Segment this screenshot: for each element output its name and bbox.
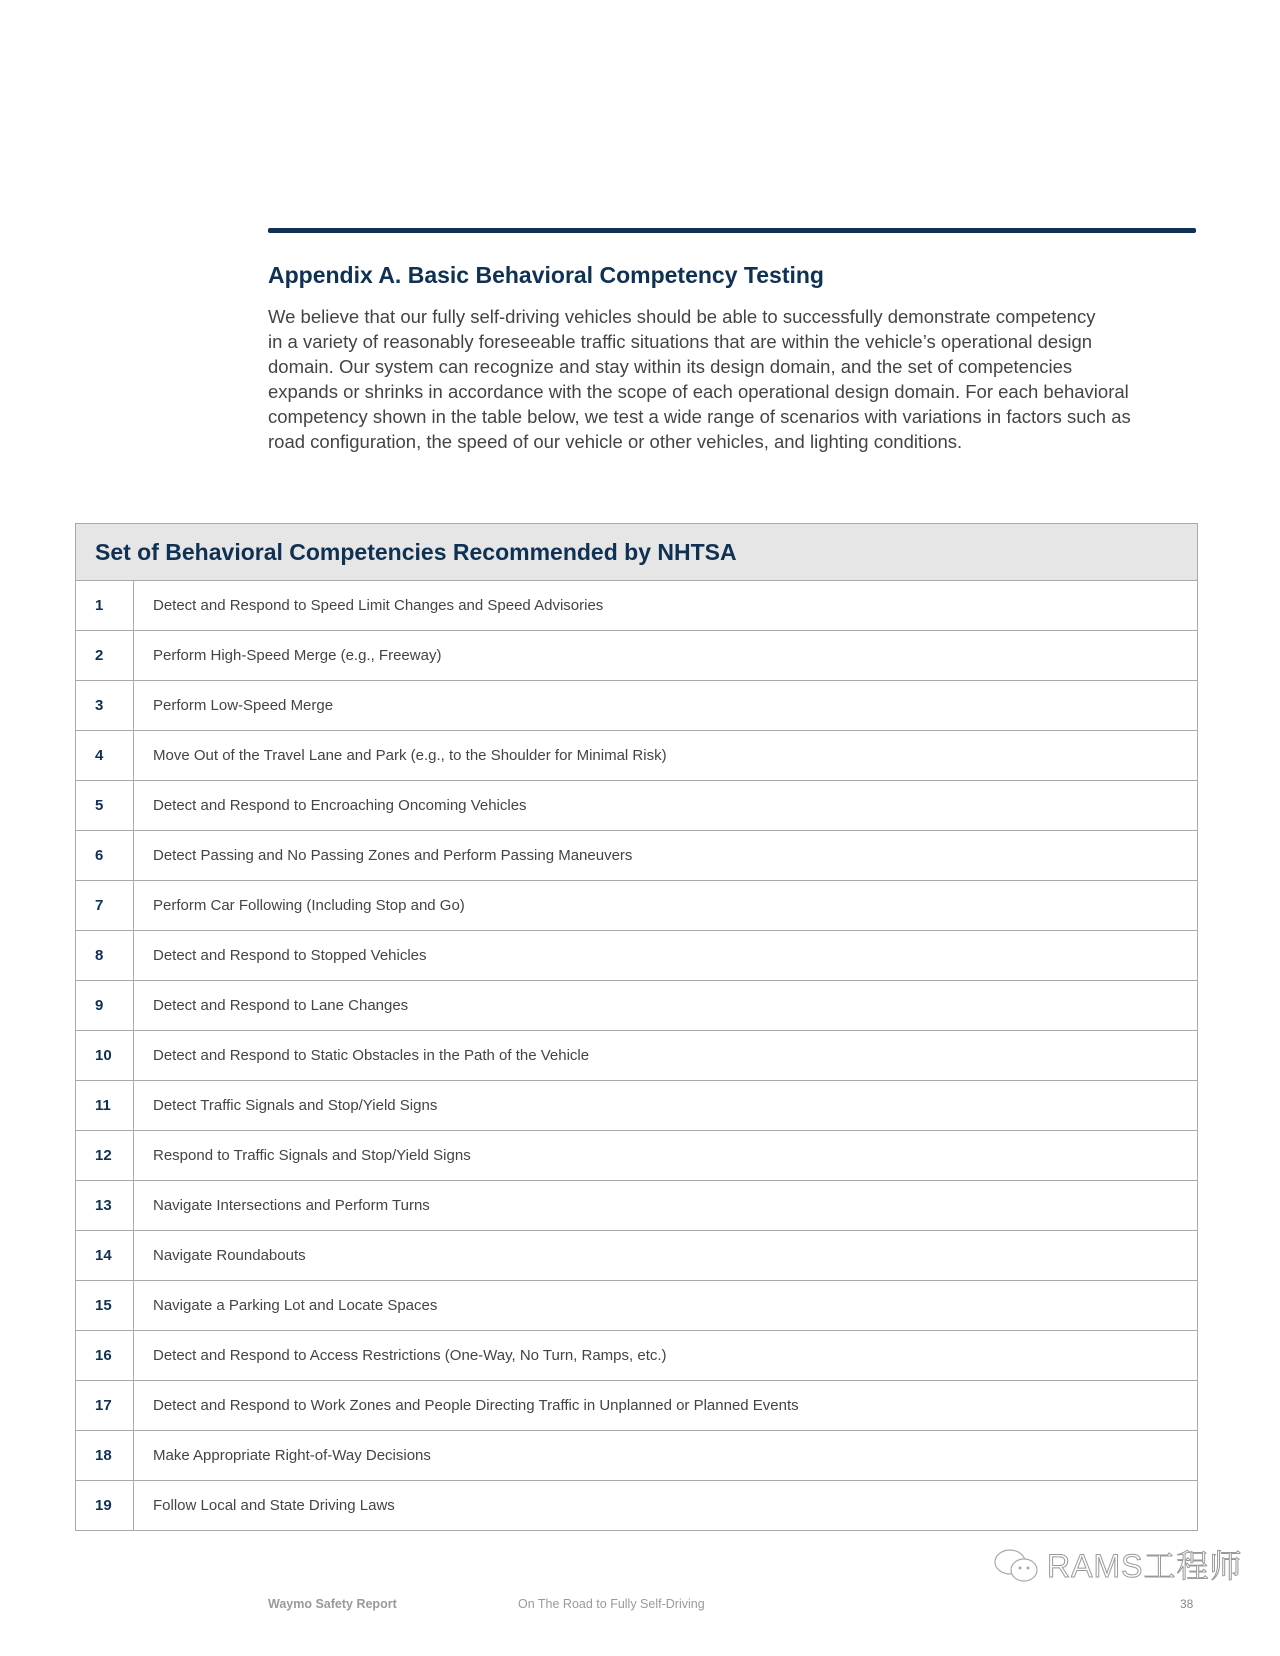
table-row: [76, 681, 1197, 731]
row-number: 1: [76, 581, 134, 630]
competency-table: [75, 523, 1198, 1531]
table-row: [76, 1231, 1197, 1281]
wechat-icon: [992, 1546, 1042, 1586]
page-title: Appendix A. Basic Behavioral Competency Testing: [268, 262, 824, 288]
row-competency: Follow Local and State Driving Laws: [153, 1497, 395, 1514]
table-row: [76, 831, 1197, 881]
table-row: [76, 731, 1197, 781]
row-number: 11: [76, 1081, 134, 1130]
row-competency: Perform Car Following (Including Stop and Go): [153, 897, 465, 914]
row-number: 2: [76, 631, 134, 680]
row-competency: Detect and Respond to Speed Limit Changes and Speed Advisories: [153, 597, 604, 614]
table-row: [76, 1281, 1197, 1331]
table-row: [76, 781, 1197, 831]
table-row: [76, 1131, 1197, 1181]
intro-line: expands or shrinks in accordance with the scope of each operational design domain. For each behavioral: [268, 381, 1129, 402]
row-competency: Respond to Traffic Signals and Stop/Yield Signs: [153, 1147, 471, 1164]
row-number: 8: [76, 931, 134, 980]
row-number: 4: [76, 731, 134, 780]
row-competency: Navigate Intersections and Perform Turns: [153, 1197, 430, 1214]
intro-line: in a variety of reasonably foreseeable traffic situations that are within the vehicle’s operational design: [268, 331, 1093, 352]
row-number: 18: [76, 1431, 134, 1480]
row-competency: Detect and Respond to Lane Changes: [153, 997, 409, 1014]
intro-line: We believe that our fully self-driving vehicles should be able to successfully demonstrate competency: [268, 306, 1096, 327]
row-competency: Make Appropriate Right-of-Way Decisions: [153, 1447, 431, 1464]
table-row: [76, 1181, 1197, 1231]
row-number: 16: [76, 1331, 134, 1380]
row-competency: Move Out of the Travel Lane and Park (e.g., to the Shoulder for Minimal Risk): [153, 747, 667, 764]
table-row: [76, 931, 1197, 981]
table-row: [76, 1481, 1197, 1530]
table-row: [76, 581, 1197, 631]
table-row: [76, 881, 1197, 931]
watermark: RAMS工程师: [1047, 1548, 1243, 1584]
row-number: 15: [76, 1281, 134, 1330]
row-number: 10: [76, 1031, 134, 1080]
row-number: 7: [76, 881, 134, 930]
top-rule: [268, 228, 1196, 233]
intro-line: road configuration, the speed of our vehicle or other vehicles, and lighting conditions.: [268, 431, 963, 452]
row-number: 17: [76, 1381, 134, 1430]
footer-subtitle: On The Road to Fully Self-Driving: [518, 1597, 705, 1611]
row-competency: Detect and Respond to Encroaching Oncoming Vehicles: [153, 797, 527, 814]
table-row: [76, 981, 1197, 1031]
row-number: 5: [76, 781, 134, 830]
table-row: [76, 1031, 1197, 1081]
table-row: [76, 1081, 1197, 1131]
row-competency: Detect and Respond to Stopped Vehicles: [153, 947, 427, 964]
table-body: [76, 581, 1197, 1530]
row-competency: Detect Passing and No Passing Zones and Perform Passing Maneuvers: [153, 847, 633, 864]
row-competency: Perform Low-Speed Merge: [153, 697, 334, 714]
row-competency: Detect and Respond to Work Zones and People Directing Traffic in Unplanned or Planned Events: [153, 1397, 799, 1414]
row-number: 19: [76, 1481, 134, 1530]
table-title: Set of Behavioral Competencies Recommended by NHTSA: [76, 524, 1197, 581]
row-number: 3: [76, 681, 134, 730]
footer-report-name: Waymo Safety Report: [268, 1597, 397, 1611]
row-number: 9: [76, 981, 134, 1030]
table-row: [76, 1431, 1197, 1481]
row-competency: Navigate Roundabouts: [153, 1247, 306, 1264]
row-competency: Navigate a Parking Lot and Locate Spaces: [153, 1297, 438, 1314]
row-number: 12: [76, 1131, 134, 1180]
row-competency: Detect Traffic Signals and Stop/Yield Signs: [153, 1097, 438, 1114]
intro-line: competency shown in the table below, we test a wide range of scenarios with variations in factors such as: [268, 406, 1131, 427]
page-number: 38: [1180, 1597, 1194, 1611]
row-number: 13: [76, 1181, 134, 1230]
row-number: 14: [76, 1231, 134, 1280]
table-row: [76, 1381, 1197, 1431]
row-number: 6: [76, 831, 134, 880]
row-competency: Detect and Respond to Static Obstacles in the Path of the Vehicle: [153, 1047, 590, 1064]
row-competency: Detect and Respond to Access Restrictions (One-Way, No Turn, Ramps, etc.): [153, 1347, 667, 1364]
table-row: [76, 1331, 1197, 1381]
intro-line: domain. Our system can recognize and stay within its design domain, and the set of competencies: [268, 356, 1073, 377]
row-competency: Perform High-Speed Merge (e.g., Freeway): [153, 647, 442, 664]
intro-paragraph: [268, 304, 1198, 454]
table-row: [76, 631, 1197, 681]
